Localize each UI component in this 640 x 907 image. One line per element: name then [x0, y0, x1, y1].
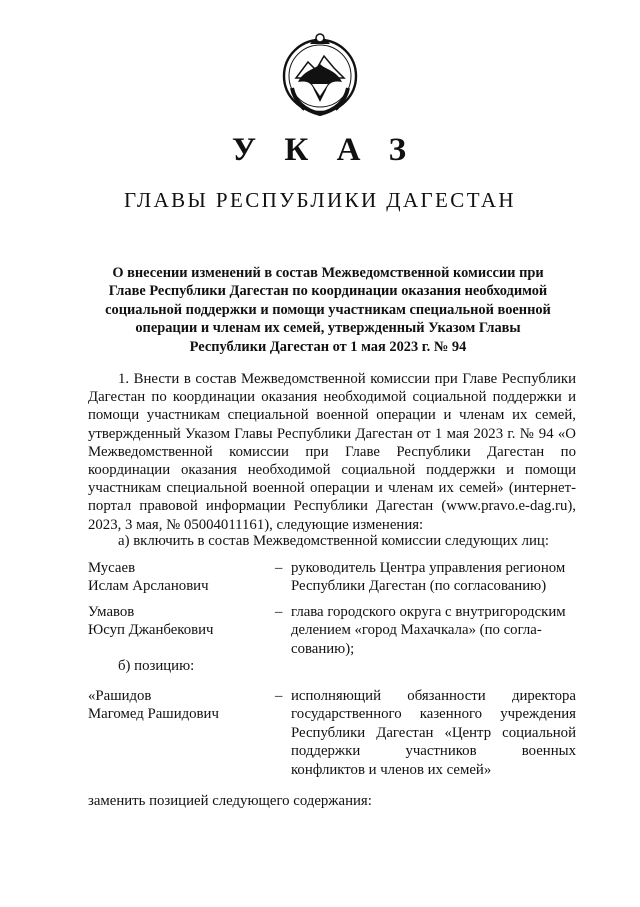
role-line: исполняющий обязанности директора [291, 688, 576, 704]
member-name [88, 603, 268, 640]
member-role [291, 603, 576, 658]
position-name [88, 687, 268, 724]
heading-line: Главе Республики Дагестан по координации оказания необходимой [108, 283, 548, 300]
dash-separator: – [275, 604, 283, 620]
sub-item-b: б) позицию: [118, 658, 195, 674]
heading-line: социальной поддержки и помощи участникам специальной военной [105, 301, 551, 318]
member-surname: Мусаев [88, 560, 136, 576]
role-line: делением «город Махачкала» (по согла- [291, 622, 542, 639]
member-role [291, 559, 576, 596]
coat-of-arms-emblem [274, 26, 366, 120]
position-given-name: Магомед Рашидович [88, 706, 219, 723]
paragraph-1 [88, 370, 576, 534]
dash-separator: – [275, 560, 283, 576]
heading-line: О внесении изменений в состав Межведомственной комиссии при [112, 265, 544, 281]
heading-line: Республики Дагестан от 1 мая 2023 г. № 94 [189, 338, 467, 355]
closing-line: заменить позицией следующего содержания: [88, 793, 372, 809]
member-given-name: Юсуп Джанбекович [88, 622, 214, 639]
member-name [88, 559, 268, 596]
member-given-name: Ислам Арсланович [88, 578, 209, 595]
position-surname: «Рашидов [88, 688, 152, 704]
role-line: Республики Дагестан «Центр социальной [291, 724, 576, 741]
role-line: Республики Дагестан (по согласованию) [291, 578, 547, 595]
position-role [291, 687, 576, 779]
sub-item-a: а) включить в состав Межведомственной комиссии следующих лиц: [118, 533, 549, 549]
role-line: государственного казенного учреждения [291, 706, 576, 723]
heading-line: операции и членам их семей, утвержденный Указом Главы [135, 320, 521, 337]
role-line: конфликтов и членов их семей» [291, 761, 492, 778]
role-line: сованию); [291, 640, 355, 657]
role-line: поддержки участников военных [291, 743, 576, 760]
dash-separator: – [275, 688, 283, 704]
document-title: У К А З [231, 132, 417, 168]
role-line: глава городского округа с внутригородским [291, 604, 566, 620]
member-surname: Умавов [88, 604, 135, 620]
role-line: руководитель Центра управления регионом [291, 560, 566, 576]
paragraph-1-text: 1. Внести в состав Межведомственной комиссии при Главе Республики Дагестан по координации оказания необходимой социальной поддержки и помощи участникам специальной военной операции и членам их семей, утвержденный Указом Главы Республики Дагестан от 1 мая 2023 г. № 94 «О Межведомственной комиссии при Главе Республики Дагестан по координации оказания необходимой социальной поддержки и помощи участникам специальной военной операции и членам их семей» (интернет-портал правовой информации Республики Дагестан (www.pravo.e-dag.ru), 2023, 3 мая, № 05004011161), следующие изменения: [88, 371, 576, 533]
document-heading [90, 264, 566, 356]
document-subtitle: ГЛАВЫ РЕСПУБЛИКИ ДАГЕСТАН [123, 188, 517, 212]
